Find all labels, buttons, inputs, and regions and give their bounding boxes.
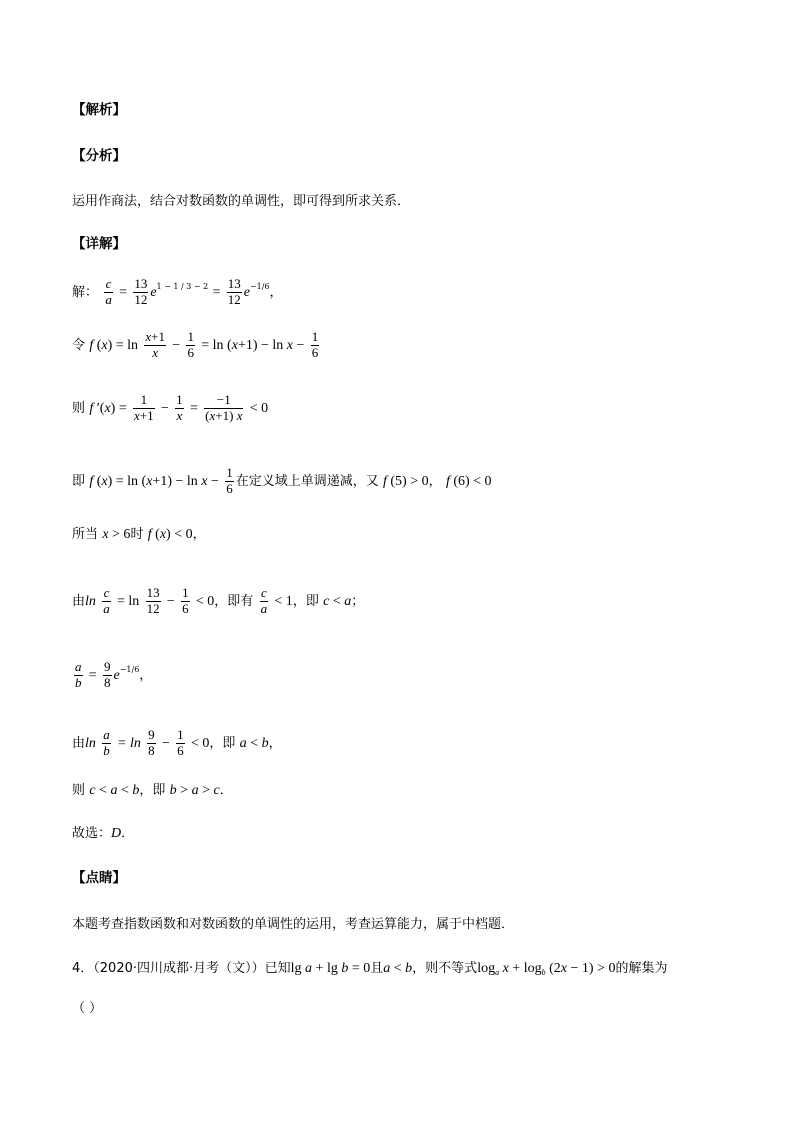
question-number: 4． bbox=[72, 961, 94, 976]
question-4-blank: （ ） bbox=[72, 1001, 103, 1016]
fraction-13-12b: $\frac{13}{12}$ bbox=[227, 276, 241, 307]
solution-line-3: 则 f ′(x) = $\frac{1}{x+1}$ − $\frac{1}{x}$ = $\frac{-1}{(x+1) x}$ < 0 bbox=[72, 392, 269, 423]
section-header-xiangjie: 【详解】 bbox=[72, 236, 126, 252]
fraction-c-over-a: $\frac{c}{a}$ bbox=[105, 276, 112, 307]
question-source: （2020·四川成都·月考（文）） bbox=[93, 961, 265, 976]
solution-line-2: 令 f (x) = ln $\frac{x+1}{x}$ − $\frac{1}{6}$ = ln (x+1) − ln x − $\frac{1}{6}$ bbox=[72, 329, 319, 360]
solution-line-4: 即 f (x) = ln (x+1) − ln x − $\frac{1}{6}$ 在定义域上单调递减，又 f (5) > 0， f (6) < 0 bbox=[72, 465, 492, 496]
solution-prefix: 解： bbox=[72, 284, 99, 300]
solution-line-5: 所当 x > 6时 f (x) < 0， bbox=[72, 527, 206, 542]
section-header-jiexi: 【解析】 bbox=[72, 102, 126, 118]
solution-line-1: 解： $\frac{c}{a}$ = $\frac{13}{12}$ $e^{1 - 1 / 3 - 2}$ = $\frac{13}{12}$ $e^{-1/6}$， bbox=[72, 276, 283, 307]
exponent: 1 − 1 / 3 − 2 bbox=[156, 281, 209, 291]
answer-choice: D bbox=[111, 826, 122, 841]
solution-line-6: 由ln $\frac{c}{a}$ = ln $\frac{13}{12}$ − $\frac{1}{6}$ < 0，即有 $\frac{c}{a}$ < 1，即 c < a； bbox=[72, 585, 365, 616]
section-header-fenxi: 【分析】 bbox=[72, 148, 126, 164]
solution-line-7: $\frac{a}{b}$ = $\frac{9}{8}$ $e^{-1/6}$， bbox=[75, 659, 153, 690]
question-4-line-1: 4．（2020·四川成都·月考（文））已知lg a + lg b = 0且a < b，则不等式$\log_a x + \log_b (2x - 1) > 0$的解集为 bbox=[72, 961, 668, 977]
section-header-dianjing: 【点睛】 bbox=[72, 870, 126, 886]
fraction-13-12: $\frac{13}{12}$ bbox=[134, 276, 148, 307]
solution-line-10: 故选：D． bbox=[72, 826, 135, 841]
remark-text: 本题考查指数函数和对数函数的单调性的运用，考查运算能力，属于中档题． bbox=[72, 917, 515, 932]
exponent-neg-1-6: −1/6 bbox=[249, 281, 270, 291]
solution-line-8: 由ln $\frac{a}{b}$ = ln $\frac{9}{8}$ − $\frac{1}{6}$ < 0，即 a < b， bbox=[72, 727, 282, 758]
analysis-text: 运用作商法，结合对数函数的单调性，即可得到所求关系． bbox=[72, 194, 411, 209]
solution-line-9: 则 c < a < b，即 b > a > c． bbox=[72, 783, 233, 798]
